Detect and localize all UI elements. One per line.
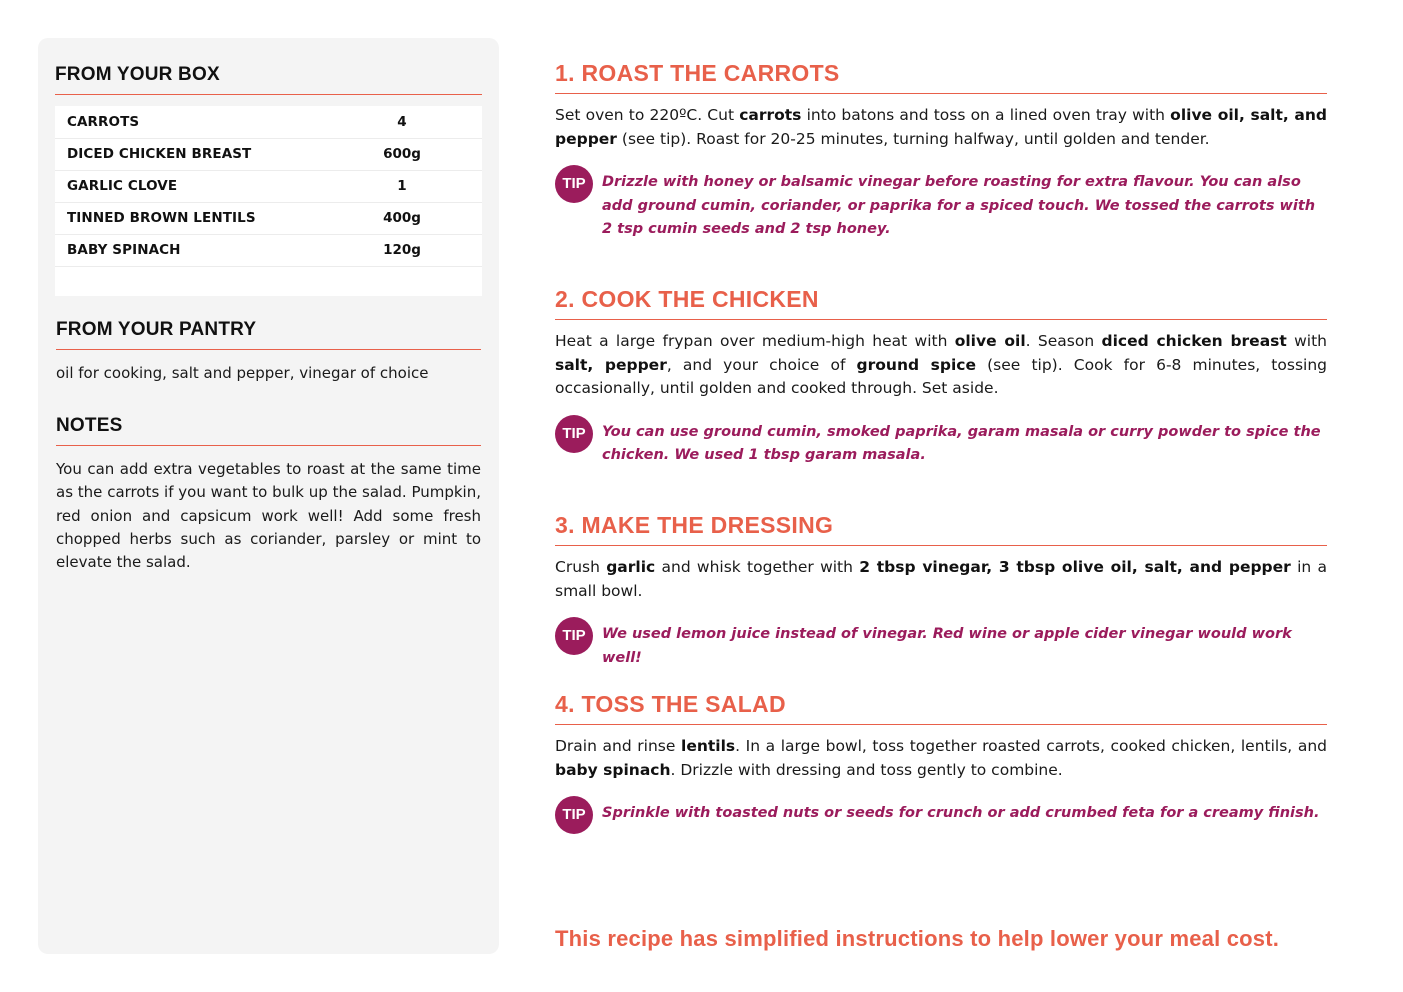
bold-text: baby spinach xyxy=(555,760,671,779)
tip-text: Sprinkle with toasted nuts or seeds for crunch or add crumbed feta for a creamy finish. xyxy=(602,805,1320,821)
text-run: in a small bowl. xyxy=(555,558,1327,600)
table-row xyxy=(55,138,482,170)
tip-badge: TIP xyxy=(555,796,593,834)
step-title: 3. MAKE THE DRESSING xyxy=(555,512,1327,546)
table-row-empty xyxy=(55,266,482,296)
tip xyxy=(555,796,1327,834)
step-3 xyxy=(555,512,1327,670)
step-title: 4. TOSS THE SALAD xyxy=(555,691,1327,725)
ingredient-name: DICED CHICKEN BREAST xyxy=(67,146,252,162)
ingredients-panel xyxy=(38,38,499,954)
table-row xyxy=(55,170,482,202)
step-body xyxy=(555,735,1327,782)
tip xyxy=(555,165,1327,242)
bold-text: olive oil, salt, and pepper xyxy=(555,106,1327,148)
bold-text: 2 tbsp vinegar, 3 tbsp olive oil, salt, and pepper xyxy=(859,558,1291,576)
text-run: with xyxy=(1286,332,1327,350)
tip-badge: TIP xyxy=(555,415,593,453)
ingredient-name: GARLIC CLOVE xyxy=(67,178,178,194)
from-your-box-title: FROM YOUR BOX xyxy=(55,64,482,95)
tip-badge: TIP xyxy=(555,165,593,203)
bold-text: salt, pepper xyxy=(555,355,667,374)
notes-text: You can add extra vegetables to roast at the same time as the carrots if you want to bulk up the salad. Pumpkin, red onion and capsicum work well! Add some fresh chopped herbs such as coriander, parsley or mint to elevate the salad. xyxy=(56,460,481,572)
from-your-pantry-title: FROM YOUR PANTRY xyxy=(56,319,481,350)
bold-text: lentils xyxy=(681,737,736,755)
bold-text: carrots xyxy=(739,106,802,124)
step-body xyxy=(555,556,1327,603)
ingredient-qty: 1 xyxy=(397,178,407,194)
table-row xyxy=(55,106,482,138)
bold-text: ground spice xyxy=(856,355,977,374)
tip-text: Drizzle with honey or balsamic vinegar before roasting for extra flavour. You can also add ground cumin, coriander, or paprika for a spiced touch. We tossed the carrots with 2 tsp cumin seeds and 2 tsp honey. xyxy=(602,174,1316,237)
text-run: . Season xyxy=(1025,332,1102,350)
tip-text: You can use ground cumin, smoked paprika, garam masala or curry powder to spice the chicken. We used 1 tbsp garam masala. xyxy=(602,423,1321,463)
step-4 xyxy=(555,691,1327,834)
from-your-box-section xyxy=(55,64,482,296)
tip xyxy=(555,415,1327,468)
footer-note: This recipe has simplified instructions to help lower your meal cost. xyxy=(555,926,1280,951)
ingredient-table xyxy=(55,106,482,296)
text-run: Heat a large frypan over medium-high heat with xyxy=(555,332,955,350)
bold-text: olive oil xyxy=(954,332,1026,350)
ingredient-qty: 4 xyxy=(397,113,407,130)
notes-section xyxy=(56,415,481,574)
text-run: into batons and toss on a lined oven tray with xyxy=(801,106,1171,124)
table-row xyxy=(55,202,482,234)
text-run: , and your choice of xyxy=(666,355,857,374)
step-1 xyxy=(555,60,1327,242)
ingredient-qty: 120g xyxy=(383,242,421,258)
step-2 xyxy=(555,286,1327,468)
text-run: (see tip). Roast for 20-25 minutes, turning halfway, until golden and tender. xyxy=(616,129,1210,148)
ingredient-name: BABY SPINACH xyxy=(67,242,181,258)
ingredient-name: CARROTS xyxy=(67,113,140,130)
text-run: (see tip). Cook for 6-8 minutes, tossing occasionally, until golden and cooked through. Set aside. xyxy=(555,355,1327,397)
step-body xyxy=(555,104,1327,151)
from-your-pantry-section xyxy=(56,319,481,384)
step-title: 1. ROAST THE CARROTS xyxy=(555,60,1327,94)
table-row xyxy=(55,234,482,266)
text-run: . Drizzle with dressing and toss gently to combine. xyxy=(670,760,1063,779)
step-body xyxy=(555,330,1327,401)
pantry-text: oil for cooking, salt and pepper, vinegar of choice xyxy=(56,364,429,382)
ingredient-name: TINNED BROWN LENTILS xyxy=(67,210,256,226)
text-run: Set oven to 220ºC. Cut xyxy=(555,106,740,124)
ingredient-qty: 600g xyxy=(383,146,421,162)
ingredient-qty: 400g xyxy=(383,210,421,226)
text-run: . In a large bowl, toss together roasted carrots, cooked chicken, lentils, and xyxy=(735,737,1327,755)
text-run: Crush xyxy=(555,558,607,576)
notes-title: NOTES xyxy=(56,415,481,446)
tip-text: We used lemon juice instead of vinegar. Red wine or apple cider vinegar would work well! xyxy=(602,626,1292,666)
bold-text: diced chicken breast xyxy=(1101,332,1287,350)
tip-badge: TIP xyxy=(555,617,593,655)
bold-text: garlic xyxy=(606,558,656,576)
step-title: 2. COOK THE CHICKEN xyxy=(555,286,1327,320)
tip xyxy=(555,617,1327,670)
text-run: Drain and rinse xyxy=(555,737,681,755)
text-run: and whisk together with xyxy=(655,558,860,576)
